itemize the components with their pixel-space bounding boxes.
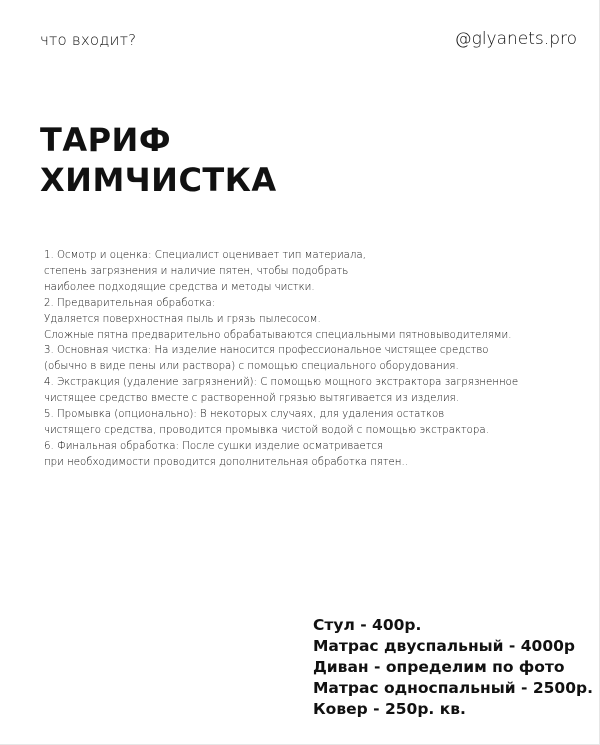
step-line: (обычно в виде пены или раствора) с помощью специального оборудования. — [44, 361, 459, 373]
step-line: чистящее средство вместе с растворенной грязью вытягивается из изделия. — [44, 393, 459, 405]
step-line: 2. Предварительная обработка: — [44, 297, 216, 309]
price-list — [313, 615, 593, 720]
step-line: 4. Экстракция (удаление загрязнений): С помощью мощного экстрактора загрязненное — [44, 377, 519, 389]
step-line: Сложные пятна предварительно обрабатываются специальными пятновыводителями. — [44, 329, 512, 341]
step-line: 6. Финальная обработка: После сушки изделие осматривается — [44, 440, 384, 452]
price-item-sofa: Диван - определим по фото — [313, 658, 565, 676]
step-line: 3. Основная чистка: На изделие наносится профессиональное чистящее средство — [44, 345, 489, 357]
page-title — [40, 120, 277, 200]
price-item-carpet: Ковер - 250р. кв. — [313, 700, 466, 718]
process-steps — [44, 248, 564, 471]
step-line: 5. Промывка (опционально): В некоторых случаях, для удаления остатков — [44, 409, 445, 421]
section-caption: что входит? — [40, 31, 137, 49]
step-line: чистящего средства, проводится промывка чистой водой с помощью экстрактора. — [44, 424, 489, 436]
step-line: при необходимости проводится дополнительная обработка пятен.. — [44, 456, 408, 468]
step-line: степень загрязнения и наличие пятен, чтобы подобрать — [44, 265, 349, 277]
step-line: 1. Осмотр и оценка: Специалист оценивает тип материала, — [44, 250, 366, 261]
price-item-double-mattress: Матрас двуспальный - 4000р — [313, 637, 575, 655]
page-title-line-2: ХИМЧИСТКА — [40, 161, 277, 199]
price-item-single-mattress: Матрас односпальный - 2500р. — [313, 679, 593, 697]
step-line: наиболее подходящие средства и методы чистки. — [44, 281, 315, 293]
price-item-chair: Стул - 400р. — [313, 616, 422, 634]
step-line: Удаляется поверхностная пыль и грязь пылесосом. — [44, 313, 321, 325]
brand-handle: @glyanets.pro — [454, 29, 577, 49]
page-title-line-1: ТАРИФ — [40, 121, 172, 159]
